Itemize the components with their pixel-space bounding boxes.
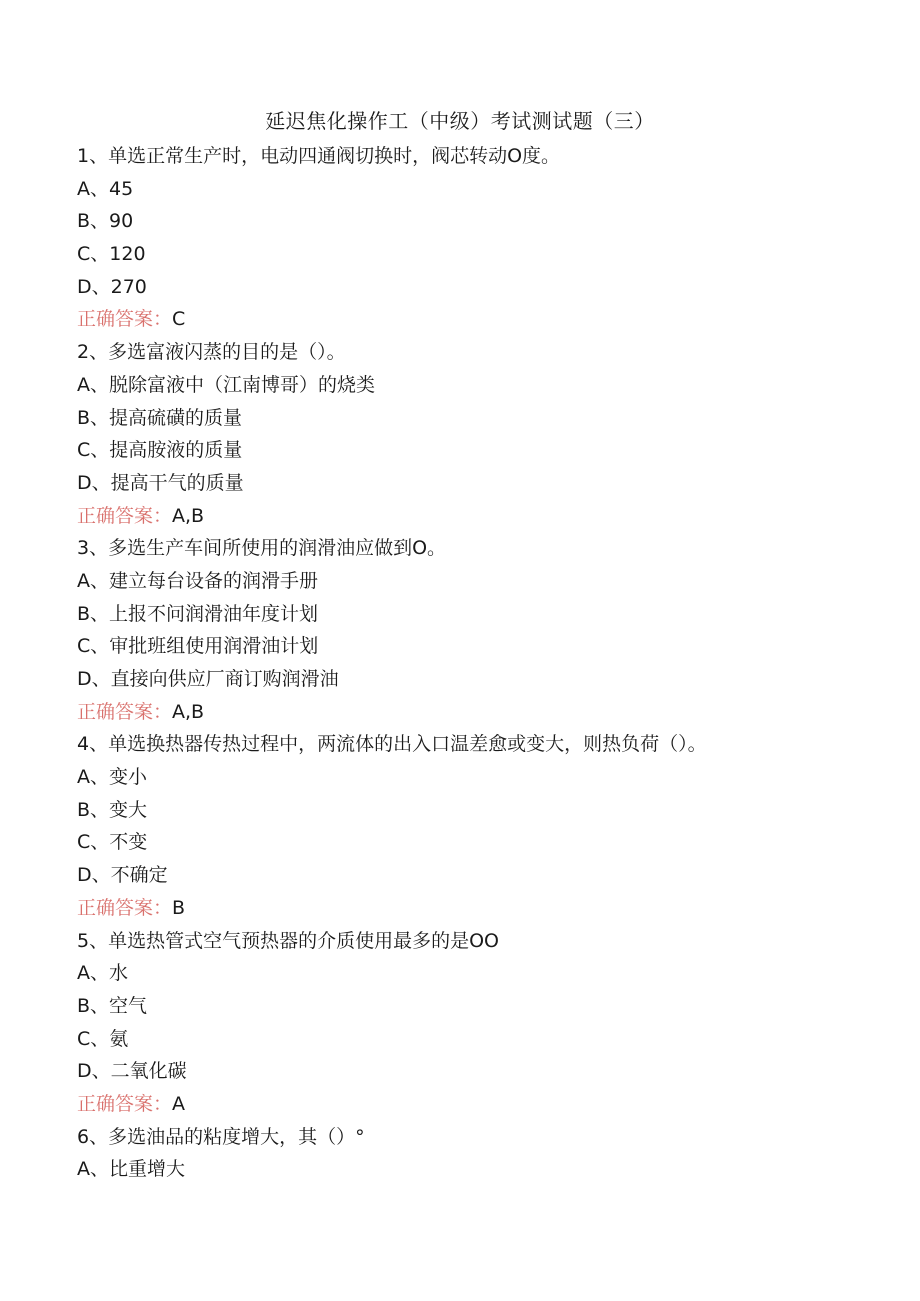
- question-5-option-b: B、空气: [77, 994, 148, 1017]
- answer-value: A: [172, 1092, 186, 1115]
- question-6-stem: 6、多选油品的粘度增大，其（）°: [77, 1125, 365, 1148]
- answer-value: A,B: [172, 504, 205, 527]
- question-4-answer: [77, 892, 897, 925]
- answer-value: C: [172, 308, 186, 331]
- answer-value: B: [172, 896, 186, 919]
- question-1-answer: [77, 303, 897, 336]
- question-1-stem: 1、单选正常生产时，电动四通阀切换时，阀芯转动O度。: [77, 145, 561, 167]
- question-4-option-d: D、不确定: [77, 864, 168, 887]
- answer-label: 正确答案：: [77, 896, 173, 919]
- question-5-option-c: C、氨: [77, 1027, 129, 1050]
- question-2-option-a: A、脱除富液中（江南博哥）的烧类: [77, 373, 375, 396]
- question-6-option-a: A、比重增大: [77, 1158, 185, 1181]
- question-4-option-b: B、变大: [77, 798, 148, 821]
- question-3-answer: [77, 696, 897, 729]
- question-2-option-c: C、提高胺液的质量: [77, 439, 243, 462]
- question-4-stem: 4、单选换热器传热过程中，两流体的出入口温差愈或变大，则热负荷（）。: [77, 733, 707, 756]
- answer-label: 正确答案：: [77, 308, 173, 331]
- question-2-stem: 2、多选富液闪蒸的目的是（）。: [77, 341, 346, 364]
- question-5-stem: 5、单选热管式空气预热器的介质使用最多的是OO: [77, 929, 499, 952]
- answer-value: A,B: [172, 700, 205, 723]
- question-3-option-d: D、直接向供应厂商订购润滑油: [77, 668, 339, 690]
- page-title: 延迟焦化操作工（中级）考试测试题（三）: [265, 109, 655, 133]
- question-4-option-c: C、不变: [77, 831, 148, 854]
- question-3-stem: 3、多选生产车间所使用的润滑油应做到O。: [77, 537, 447, 560]
- question-list: [77, 140, 897, 1186]
- question-1-option-d: D、270: [77, 275, 147, 298]
- question-5-option-a: A、水: [77, 962, 128, 985]
- answer-label: 正确答案：: [77, 700, 173, 723]
- question-4-option-a: A、变小: [77, 766, 147, 789]
- question-1-option-c: C、120: [77, 243, 146, 266]
- question-5-option-d: D、二氧化碳: [77, 1060, 187, 1083]
- question-3-option-b: B、上报不问润滑油年度计划: [77, 602, 319, 625]
- question-2-answer: [77, 500, 897, 533]
- question-1-option-b: B、90: [77, 210, 134, 233]
- answer-label: 正确答案：: [77, 1092, 173, 1115]
- question-3-option-a: A、建立每台设备的润滑手册: [77, 569, 318, 592]
- question-2-option-d: D、提高干气的质量: [77, 471, 244, 494]
- answer-label: 正确答案：: [77, 504, 173, 527]
- question-2-option-b: B、提高硫磺的质量: [77, 406, 243, 429]
- question-5-answer: [77, 1088, 897, 1121]
- question-1-option-a: A、45: [77, 177, 134, 200]
- question-3-option-c: C、审批班组使用润滑油计划: [77, 635, 319, 658]
